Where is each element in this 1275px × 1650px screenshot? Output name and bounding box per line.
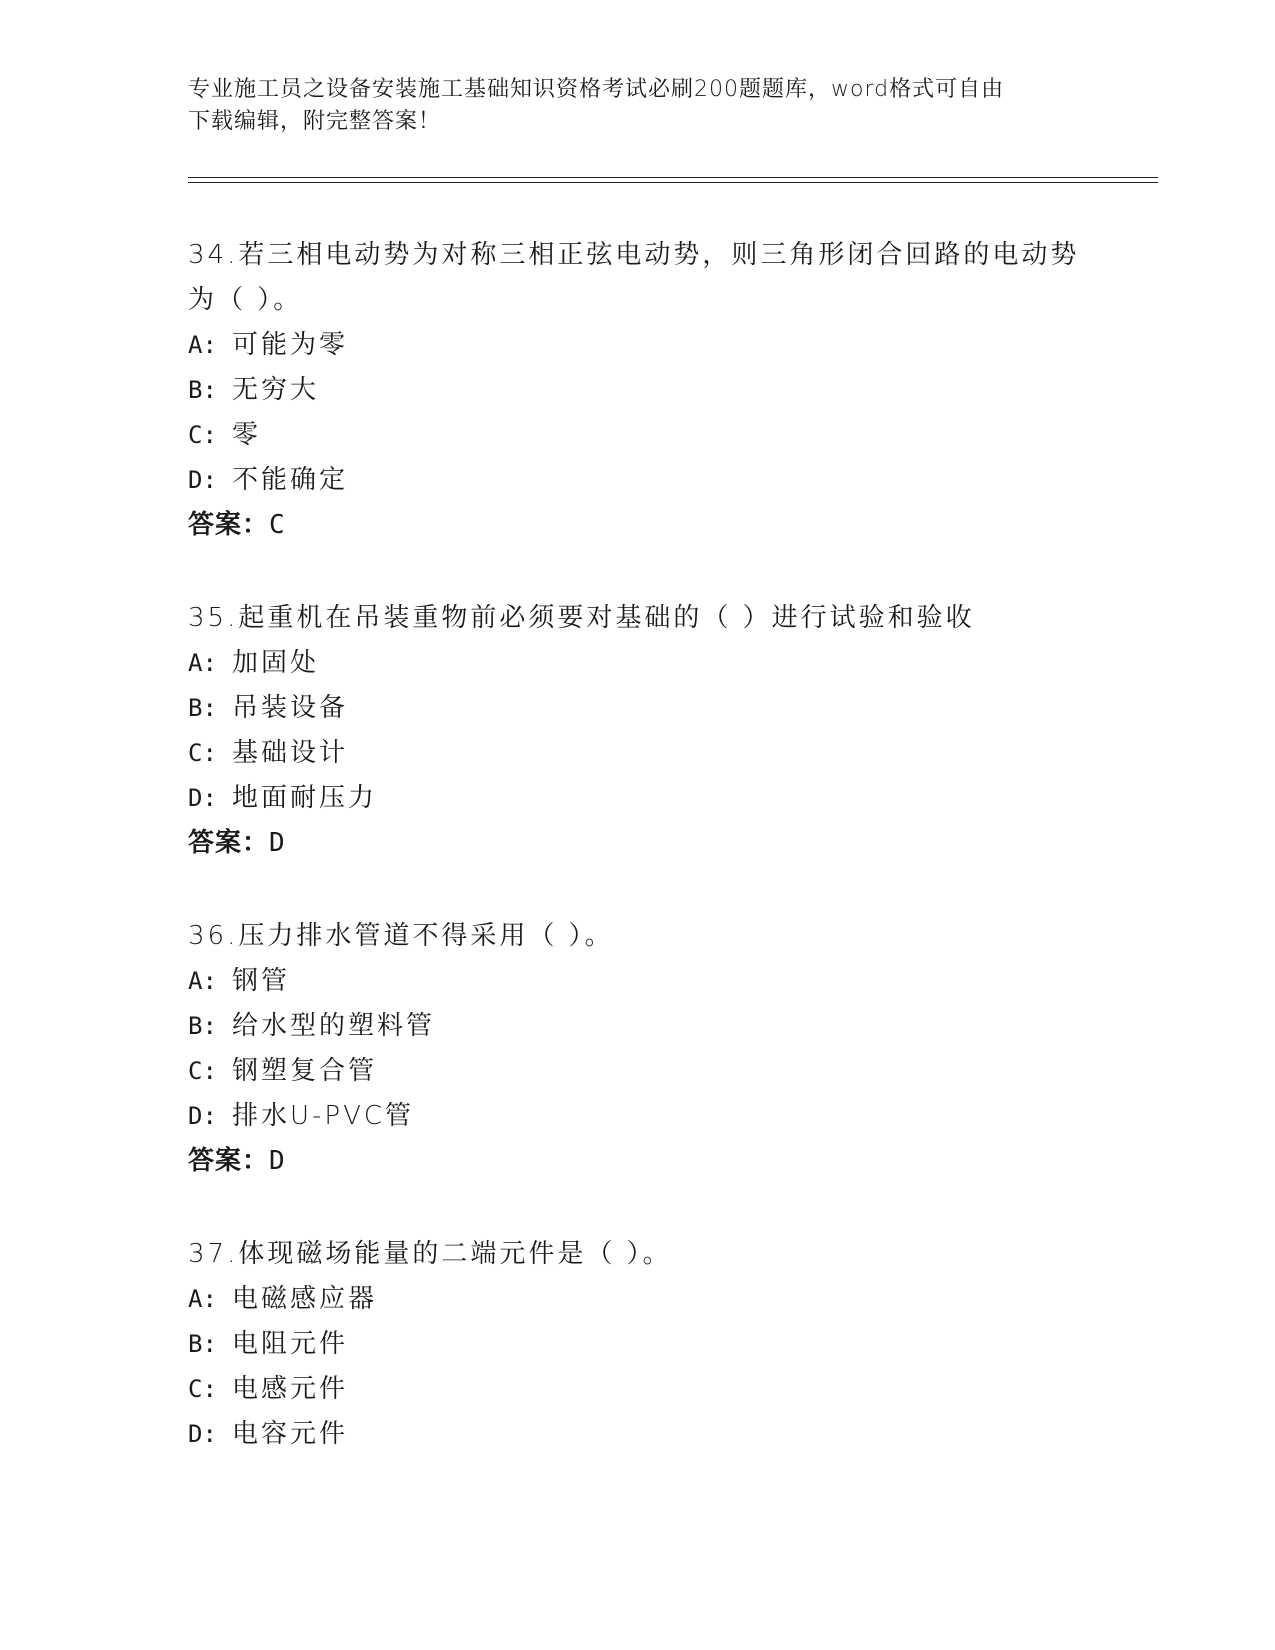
header-line-1: 专业施工员之设备安装施工基础知识资格考试必刷200题题库，word格式可自由 bbox=[188, 77, 1005, 102]
question-36 bbox=[188, 914, 1088, 1184]
option-letter: D: bbox=[188, 466, 217, 494]
answer-line bbox=[188, 821, 1088, 866]
option-d bbox=[188, 458, 1088, 503]
answer-value: D bbox=[269, 1146, 286, 1176]
option-letter: B: bbox=[188, 694, 217, 722]
option-a bbox=[188, 323, 1088, 368]
option-d bbox=[188, 1094, 1088, 1139]
option-letter: C: bbox=[188, 1375, 217, 1403]
option-c bbox=[188, 413, 1088, 458]
option-letter: D: bbox=[188, 1420, 217, 1448]
answer-line bbox=[188, 1139, 1088, 1184]
option-text: 电感元件 bbox=[232, 1374, 349, 1404]
option-letter: B: bbox=[188, 1330, 217, 1358]
option-letter: A: bbox=[188, 649, 217, 677]
option-b bbox=[188, 1322, 1088, 1367]
option-d bbox=[188, 776, 1088, 821]
option-c bbox=[188, 1367, 1088, 1412]
answer-label: 答案： bbox=[188, 1146, 270, 1176]
answer-value: C bbox=[269, 510, 286, 540]
option-letter: C: bbox=[188, 739, 217, 767]
option-text: 电容元件 bbox=[232, 1419, 349, 1449]
question-34 bbox=[188, 233, 1088, 548]
option-text: 电磁感应器 bbox=[232, 1284, 378, 1314]
header-divider-top bbox=[188, 177, 1158, 178]
option-letter: B: bbox=[188, 376, 217, 404]
option-text: 电阻元件 bbox=[232, 1329, 349, 1359]
option-d bbox=[188, 1412, 1088, 1457]
option-letter: A: bbox=[188, 1285, 217, 1313]
option-b bbox=[188, 1004, 1088, 1049]
question-stem bbox=[188, 1232, 1088, 1277]
option-text: 钢管 bbox=[232, 966, 291, 996]
option-letter: A: bbox=[188, 331, 217, 359]
option-text: 吊装设备 bbox=[232, 693, 349, 723]
answer-label: 答案： bbox=[188, 510, 270, 540]
option-text: 排水U-PVC管 bbox=[232, 1101, 415, 1131]
header-line-2: 下载编辑，附完整答案！ bbox=[188, 109, 442, 134]
option-text: 加固处 bbox=[232, 648, 320, 678]
question-35 bbox=[188, 596, 1088, 866]
question-stem bbox=[188, 233, 1088, 323]
option-c bbox=[188, 731, 1088, 776]
option-text: 可能为零 bbox=[232, 330, 349, 360]
option-a bbox=[188, 959, 1088, 1004]
question-stem-line-1: 34.若三相电动势为对称三相正弦电动势，则三角形闭合回路的电动势 bbox=[188, 240, 1080, 270]
option-c bbox=[188, 1049, 1088, 1094]
option-letter: C: bbox=[188, 421, 217, 449]
question-stem-line-1: 36.压力排水管道不得采用（ ）。 bbox=[188, 921, 614, 951]
option-text: 无穷大 bbox=[232, 375, 320, 405]
answer-value: D bbox=[269, 828, 286, 858]
option-b bbox=[188, 368, 1088, 413]
question-stem-line-1: 35.起重机在吊装重物前必须要对基础的（ ）进行试验和验收 bbox=[188, 603, 975, 633]
option-a bbox=[188, 1277, 1088, 1322]
document-header bbox=[188, 74, 1068, 138]
question-37 bbox=[188, 1232, 1088, 1457]
question-stem bbox=[188, 914, 1088, 959]
option-text: 基础设计 bbox=[232, 738, 349, 768]
option-b bbox=[188, 686, 1088, 731]
question-list bbox=[188, 233, 1088, 1505]
option-text: 不能确定 bbox=[232, 465, 349, 495]
option-letter: A: bbox=[188, 967, 217, 995]
question-stem bbox=[188, 596, 1088, 641]
option-letter: D: bbox=[188, 784, 217, 812]
answer-line bbox=[188, 503, 1088, 548]
option-a bbox=[188, 641, 1088, 686]
question-stem-line-2: 为（ ）。 bbox=[188, 285, 303, 315]
option-letter: B: bbox=[188, 1012, 217, 1040]
option-text: 地面耐压力 bbox=[232, 783, 378, 813]
question-stem-line-1: 37.体现磁场能量的二端元件是（ ）。 bbox=[188, 1239, 672, 1269]
option-text: 钢塑复合管 bbox=[232, 1056, 378, 1086]
option-text: 给水型的塑料管 bbox=[232, 1011, 436, 1041]
option-letter: C: bbox=[188, 1057, 217, 1085]
answer-label: 答案： bbox=[188, 828, 270, 858]
option-text: 零 bbox=[232, 420, 262, 450]
option-letter: D: bbox=[188, 1102, 217, 1130]
header-divider-bottom bbox=[188, 182, 1158, 183]
